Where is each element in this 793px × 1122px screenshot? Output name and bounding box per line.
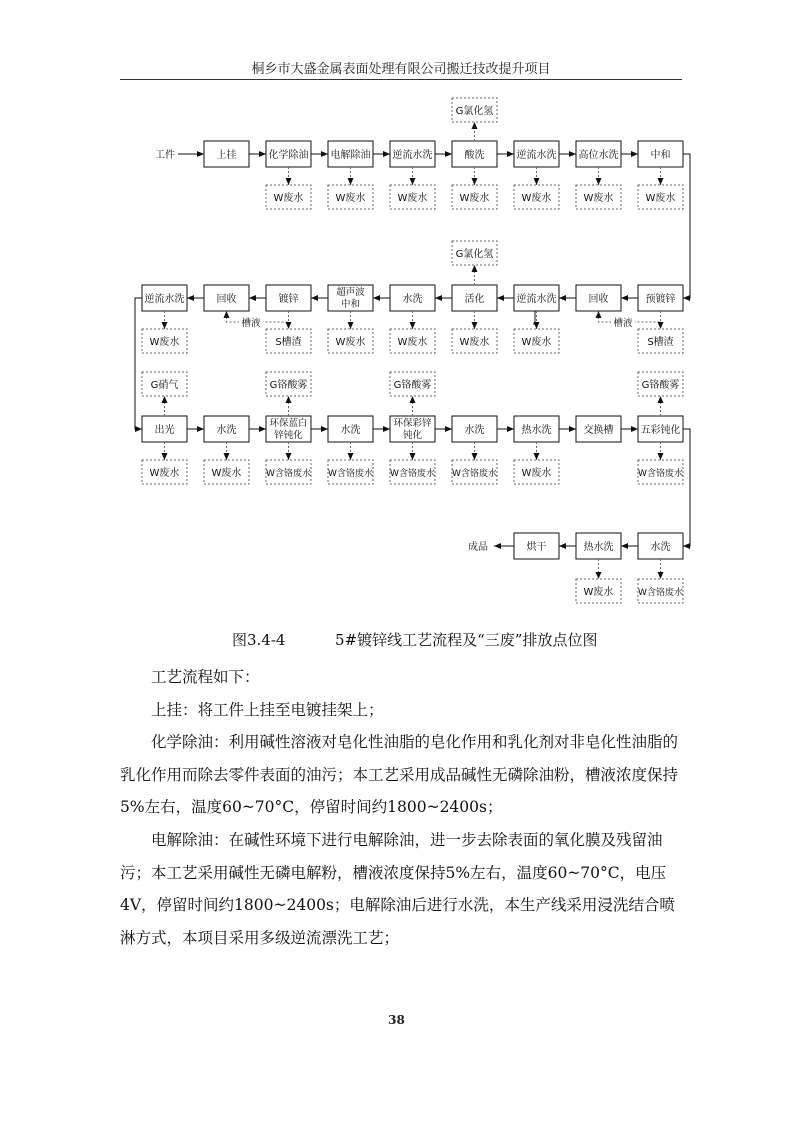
svg-text:W含铬废水: W含铬废水	[638, 469, 683, 479]
row1-waste-5	[514, 167, 559, 209]
row2-step-counterflow-rinse-left	[142, 285, 187, 311]
svg-text:预镀锌: 预镀锌	[645, 294, 676, 305]
tank-return-right	[599, 311, 661, 329]
row4-waste-2	[638, 559, 683, 603]
row3-waste-1	[142, 442, 187, 484]
svg-text:回收: 回收	[216, 294, 237, 305]
svg-text:W含铬废水: W含铬废水	[266, 469, 311, 479]
paragraph-chemical-degrease: 化学除油：利用碱性溶液对皂化性油脂的皂化作用和乳化剂对非皂化性油脂的乳化作用而除去零件表面的油污；本工艺采用成品碱性无磷除油粉，槽液浓度保持5%左右，温度60~70°C，停留时间约1800~2400s；	[120, 733, 679, 817]
row3-step-rinse-3	[452, 416, 497, 442]
svg-text:镀锌: 镀锌	[278, 294, 299, 305]
row1-waste-6	[576, 167, 621, 209]
svg-text:出光: 出光	[154, 425, 175, 436]
row3-step-rinse-2	[328, 416, 373, 442]
svg-text:G铬酸雾: G铬酸雾	[393, 380, 432, 391]
row3-waste-2	[204, 442, 249, 484]
svg-text:W废水: W废水	[459, 337, 490, 348]
svg-text:回收: 回收	[588, 294, 609, 305]
svg-text:逆流水洗: 逆流水洗	[144, 294, 185, 305]
svg-text:化学除油: 化学除油	[268, 150, 309, 161]
paragraph-electro-degrease: 电解除油：在碱性环境下进行电解除油，进一步去除表面的氧化膜及残留油污；本工艺采用碱性无磷电解粉，槽液浓度保持5%左右，温度60~70°C，电压4V，停留时间约1800~2400s；电解除油后进行水洗，本生产线采用浸洗结合喷淋方式，本项目采用多级逆流漂洗工艺；	[120, 830, 675, 947]
svg-text:交换槽: 交换槽	[583, 425, 614, 436]
svg-text:W废水: W废水	[397, 337, 428, 348]
paragraph-hang: 上挂：将工件上挂至电镀挂架上；	[151, 700, 384, 719]
row1-step-electro-degrease	[328, 141, 373, 167]
svg-text:电解除油: 电解除油	[330, 150, 371, 161]
row3-step-exchange-tank	[576, 416, 621, 442]
row1-waste-4	[452, 167, 497, 209]
figure-title: 5#镀锌线工艺流程及“三废”排放点位图	[335, 631, 598, 649]
row1-step-counterflow-rinse-2	[514, 141, 559, 167]
row1-step-hang	[204, 141, 249, 167]
svg-text:逆流水洗: 逆流水洗	[516, 150, 557, 161]
row3-emission-nitric	[142, 372, 187, 416]
row3-step-five-color-passivation	[638, 416, 683, 442]
row3-step-blue-white-passivation	[266, 416, 311, 442]
svg-text:槽液: 槽液	[241, 318, 261, 329]
tank-return-left	[227, 311, 289, 329]
svg-text:G硝气: G硝气	[150, 380, 179, 391]
row2-step-recovery-right	[576, 285, 621, 311]
svg-text:高位水洗: 高位水洗	[578, 150, 619, 161]
row4-step-rinse	[638, 533, 683, 559]
row3-emission-chrome-3	[638, 372, 683, 416]
row3-waste-8	[638, 442, 683, 484]
svg-text:W废水: W废水	[521, 193, 552, 204]
output-label: 成品	[468, 542, 488, 553]
svg-text:W废水: W废水	[149, 468, 180, 479]
svg-text:槽液: 槽液	[613, 318, 633, 329]
svg-text:环保彩锌: 环保彩锌	[393, 418, 432, 429]
row3-waste-5	[390, 442, 435, 484]
row1-waste-1	[266, 167, 311, 209]
input-label: 工件	[155, 150, 175, 161]
svg-text:G氯化氢: G氯化氢	[455, 249, 494, 260]
svg-text:W废水: W废水	[521, 468, 552, 479]
svg-text:W废水: W废水	[459, 193, 490, 204]
svg-text:W废水: W废水	[583, 193, 614, 204]
row2-step-activation	[452, 285, 497, 311]
svg-text:W废水: W废水	[335, 337, 366, 348]
svg-text:酸洗: 酸洗	[464, 150, 485, 161]
row2-step-recovery-left	[204, 285, 249, 311]
svg-text:W废水: W废水	[645, 193, 676, 204]
svg-text:水洗: 水洗	[340, 425, 361, 436]
row1-step-pickling	[452, 141, 497, 167]
svg-text:S槽渣: S槽渣	[647, 337, 674, 348]
paragraph-intro: 工艺流程如下：	[151, 668, 260, 686]
row3-step-bright-dip	[142, 416, 187, 442]
svg-text:W废水: W废水	[211, 468, 242, 479]
row1-waste-3	[390, 167, 435, 209]
row2-emission-hcl	[452, 241, 497, 265]
svg-text:W废水: W废水	[397, 193, 428, 204]
row4-step-hot-rinse	[576, 533, 621, 559]
row1-step-neutralize	[638, 141, 683, 167]
row2-step-rinse	[390, 285, 435, 311]
svg-text:热水洗: 热水洗	[583, 542, 614, 553]
row2-step-pre-zinc	[638, 285, 683, 311]
svg-text:钝化: 钝化	[402, 430, 423, 441]
svg-text:环保蓝白: 环保蓝白	[269, 418, 308, 429]
row2-waste-5	[452, 311, 497, 353]
row1-step-chemical-degrease	[266, 141, 311, 167]
row3-emission-chrome-2	[390, 372, 435, 416]
row2-waste-7	[638, 322, 683, 353]
svg-text:W含铬废水: W含铬废水	[328, 469, 373, 479]
row3-step-hot-rinse	[514, 416, 559, 442]
row1-emission-hcl	[452, 98, 497, 122]
svg-text:热水洗: 热水洗	[521, 425, 552, 436]
svg-text:G铬酸雾: G铬酸雾	[641, 380, 680, 391]
svg-text:活化: 活化	[464, 294, 485, 305]
row4-step-dry	[514, 533, 559, 559]
row1-waste-2	[328, 167, 373, 209]
body-text	[120, 661, 688, 954]
page-header: 桐乡市大盛金属表面处理有限公司搬迁技改提升项目	[251, 62, 551, 77]
svg-text:G铬酸雾: G铬酸雾	[269, 380, 308, 391]
svg-text:W含铬废水: W含铬废水	[452, 469, 497, 479]
row3-waste-3	[266, 442, 311, 484]
svg-text:W废水: W废水	[583, 587, 614, 598]
svg-text:上挂: 上挂	[216, 150, 237, 161]
svg-text:逆流水洗: 逆流水洗	[516, 294, 557, 305]
svg-text:超声波: 超声波	[336, 287, 365, 298]
row2-step-counterflow-rinse-right	[514, 285, 559, 311]
svg-text:W废水: W废水	[273, 193, 304, 204]
row1-waste-7	[638, 167, 683, 209]
row2-step-ultrasonic-neutralize	[328, 285, 373, 311]
svg-text:水洗: 水洗	[464, 425, 485, 436]
svg-text:W含铬废水: W含铬废水	[638, 588, 683, 598]
svg-text:烘干: 烘干	[526, 542, 547, 553]
svg-text:水洗: 水洗	[402, 294, 423, 305]
svg-text:W废水: W废水	[521, 337, 552, 348]
svg-text:中和: 中和	[340, 299, 361, 310]
page-number: 38	[388, 1013, 405, 1027]
row4-waste-1	[576, 559, 621, 603]
svg-text:W废水: W废水	[149, 337, 180, 348]
svg-text:中和: 中和	[650, 150, 671, 161]
row3-waste-4	[328, 442, 373, 484]
row3-waste-7	[514, 442, 559, 484]
svg-text:G氯化氢: G氯化氢	[455, 106, 494, 117]
svg-text:W含铬废水: W含铬废水	[390, 469, 435, 479]
row1-step-counterflow-rinse	[390, 141, 435, 167]
row2-waste-3	[328, 311, 373, 353]
row2-waste-6	[514, 311, 559, 353]
svg-text:水洗: 水洗	[650, 542, 671, 553]
row1-step-high-level-rinse	[576, 141, 621, 167]
row3-step-color-zinc-passivation	[390, 416, 435, 442]
row2-waste-2	[266, 322, 311, 353]
row2-waste-1	[142, 311, 187, 353]
svg-text:五彩钝化: 五彩钝化	[640, 425, 681, 436]
row3-emission-chrome-1	[266, 372, 311, 416]
row2-step-zinc-plating	[266, 285, 311, 311]
svg-text:水洗: 水洗	[216, 425, 237, 436]
svg-text:S槽渣: S槽渣	[275, 337, 302, 348]
figure-number: 图3.4-4	[232, 631, 286, 649]
row3-step-rinse-1	[204, 416, 249, 442]
row3-waste-6	[452, 442, 497, 484]
row2-waste-4	[390, 311, 435, 353]
svg-text:逆流水洗: 逆流水洗	[392, 150, 433, 161]
svg-text:锌钝化: 锌钝化	[274, 430, 303, 441]
svg-text:W废水: W废水	[335, 193, 366, 204]
